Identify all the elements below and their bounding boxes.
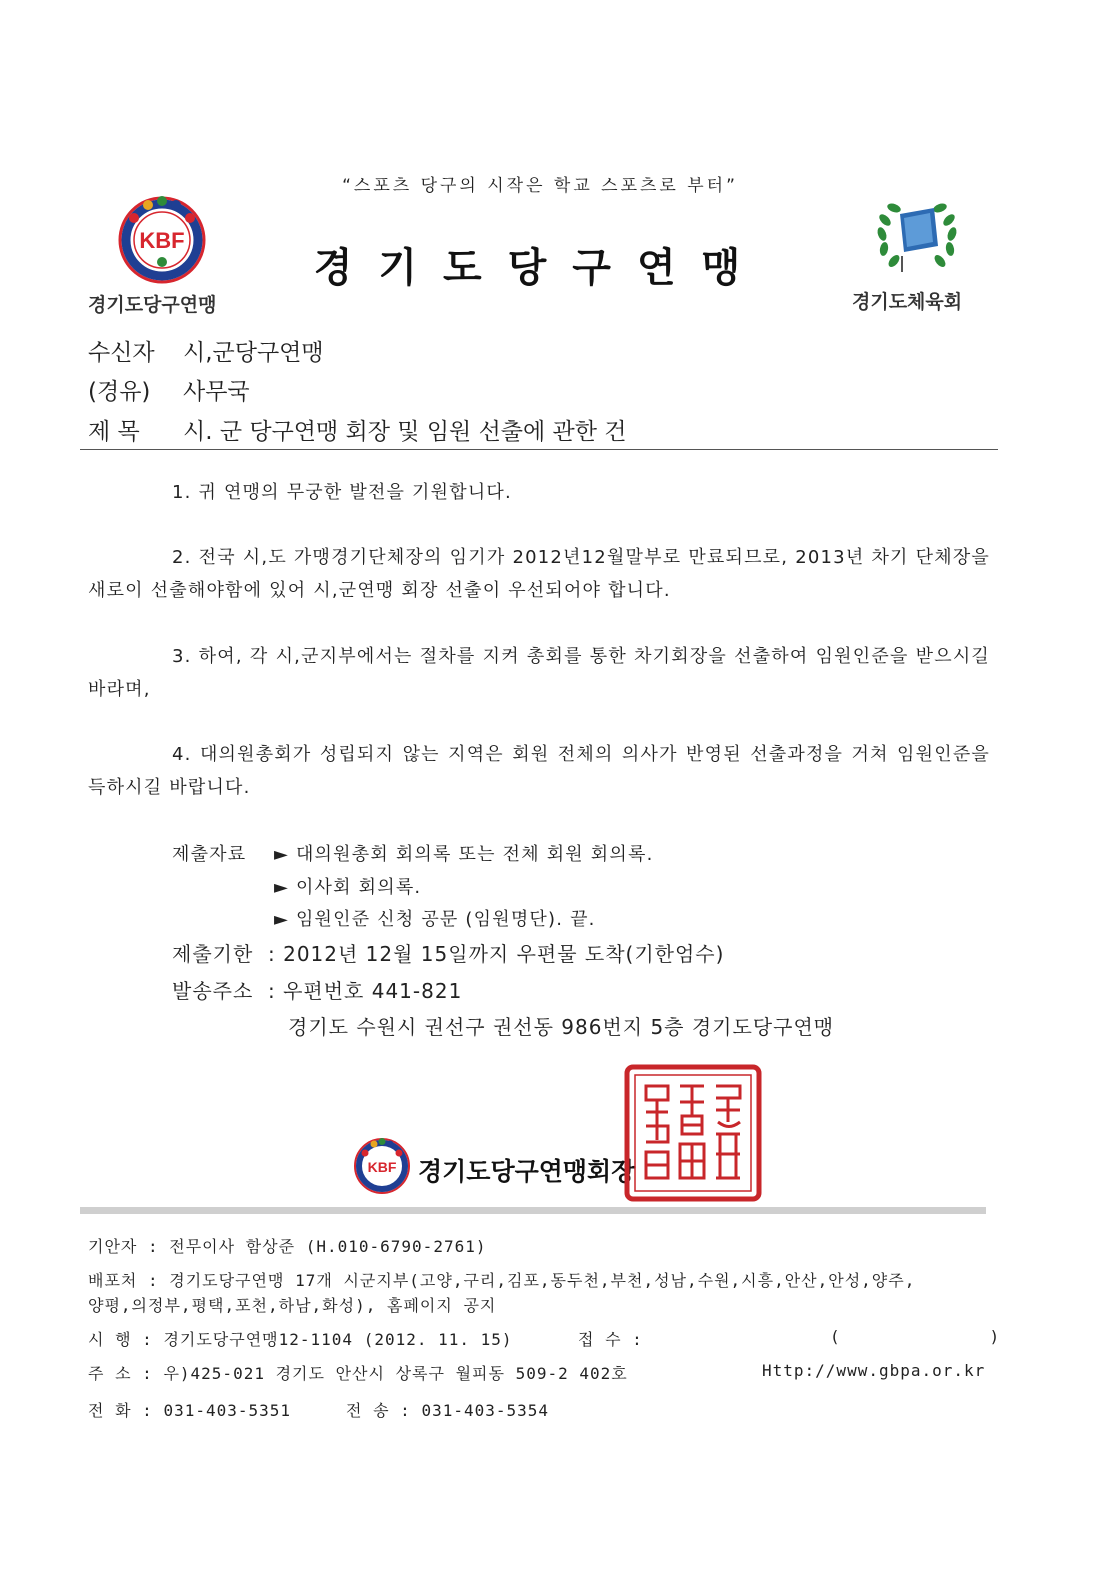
subject-value: 시. 군 당구연맹 회장 및 임원 선출에 관한 건: [183, 419, 627, 445]
recipient-row: [88, 334, 324, 367]
left-logo-caption: 경기도당구연맹: [88, 294, 217, 316]
address-line-2: 경기도 수원시 권선구 권선동 986번지 5층 경기도당구연맹: [288, 1015, 835, 1039]
distribution-line-2: 양평,의정부,평택,포천,하남,화성), 홈페이지 공지: [88, 1296, 497, 1315]
via-row: [88, 373, 250, 406]
paragraph-1: 1. 귀 연맹의 무궁한 발전을 기원합니다.: [172, 482, 512, 503]
distribution-line-1: 배포처 : 경기도당구연맹 17개 시군지부(고양,구리,김포,동두천,부천,성남,수원,시흥,안산,안성,양주,: [88, 1271, 916, 1290]
signer-name: 경기도당구연맹회장: [418, 1157, 636, 1186]
sports-council-emblem: [872, 196, 962, 278]
subject-row: [88, 413, 627, 446]
submission-item: ► 이사회 회의록.: [274, 877, 422, 898]
deadline-label: 제출기한: [172, 942, 254, 966]
footer-address: 주 소 : 우)425-021 경기도 안산시 상록구 월피동 509-2 402호: [88, 1364, 628, 1383]
via-value: 사무국: [183, 379, 250, 405]
submission-item: ► 대의원총회 회의록 또는 전체 회원 회의록.: [274, 844, 654, 865]
address-label: 발송주소: [172, 979, 254, 1003]
document-title: 경기도당구연맹: [313, 245, 767, 291]
receipt-field: ( ): [830, 1327, 1001, 1346]
submission-item: ► 임원인준 신청 공문 (임원명단). 끝.: [274, 909, 596, 930]
official-seal: [624, 1064, 762, 1202]
enforcement: 시 행 : 경기도당구연맹12-1104 (2012. 11. 15): [88, 1330, 513, 1349]
website-link[interactable]: Http://www.gbpa.or.kr: [762, 1361, 986, 1380]
deadline-value: : 2012년 12월 15일까지 우편물 도착(기한엄수): [268, 942, 725, 966]
via-label: (경유): [88, 379, 151, 405]
footer-divider: [80, 1207, 986, 1214]
drafter: 기안자 : 전무이사 함상준 (H.010-6790-2761): [88, 1237, 487, 1256]
submissions-label: 제출자료: [172, 844, 247, 865]
paragraph-2: 2. 전국 시,도 가맹경기단체장의 임기가 2012년12월말부로 만료되므로, 2013년 차기 단체장을 새로이 선출해야함에 있어 시,군연맹 회장 선출이 우선되어야 합니다.: [88, 547, 990, 601]
fax: 전 송 : 031-403-5354: [346, 1401, 550, 1420]
header-divider: [80, 449, 998, 450]
paragraph-4: 4. 대의원총회가 성립되지 않는 지역은 회원 전체의 의사가 반영된 선출과정을 거쳐 임원인준을 득하시길 바랍니다.: [88, 744, 990, 798]
signer-kbf-logo: [354, 1138, 410, 1194]
phone: 전 화 : 031-403-5351: [88, 1401, 292, 1420]
right-logo-caption: 경기도체육회: [852, 291, 963, 313]
recipient-label: 수신자: [88, 340, 155, 366]
address-line-1: : 우편번호 441-821: [268, 979, 463, 1003]
paragraph-3: 3. 하여, 각 시,군지부에서는 절차를 지켜 총회를 통한 차기회장을 선출하여 임원인준을 받으시길 바라며,: [88, 646, 990, 700]
receipt-label: 접 수 :: [578, 1330, 643, 1349]
motto: “스포츠 당구의 시작은 학교 스포츠로 부터”: [342, 176, 738, 196]
signer-logo-text: KBF: [367, 1159, 397, 1175]
recipient-value: 시,군당구연맹: [183, 340, 324, 366]
subject-label: 제 목: [88, 419, 140, 445]
kbf-logo-text: KBF: [139, 228, 185, 253]
